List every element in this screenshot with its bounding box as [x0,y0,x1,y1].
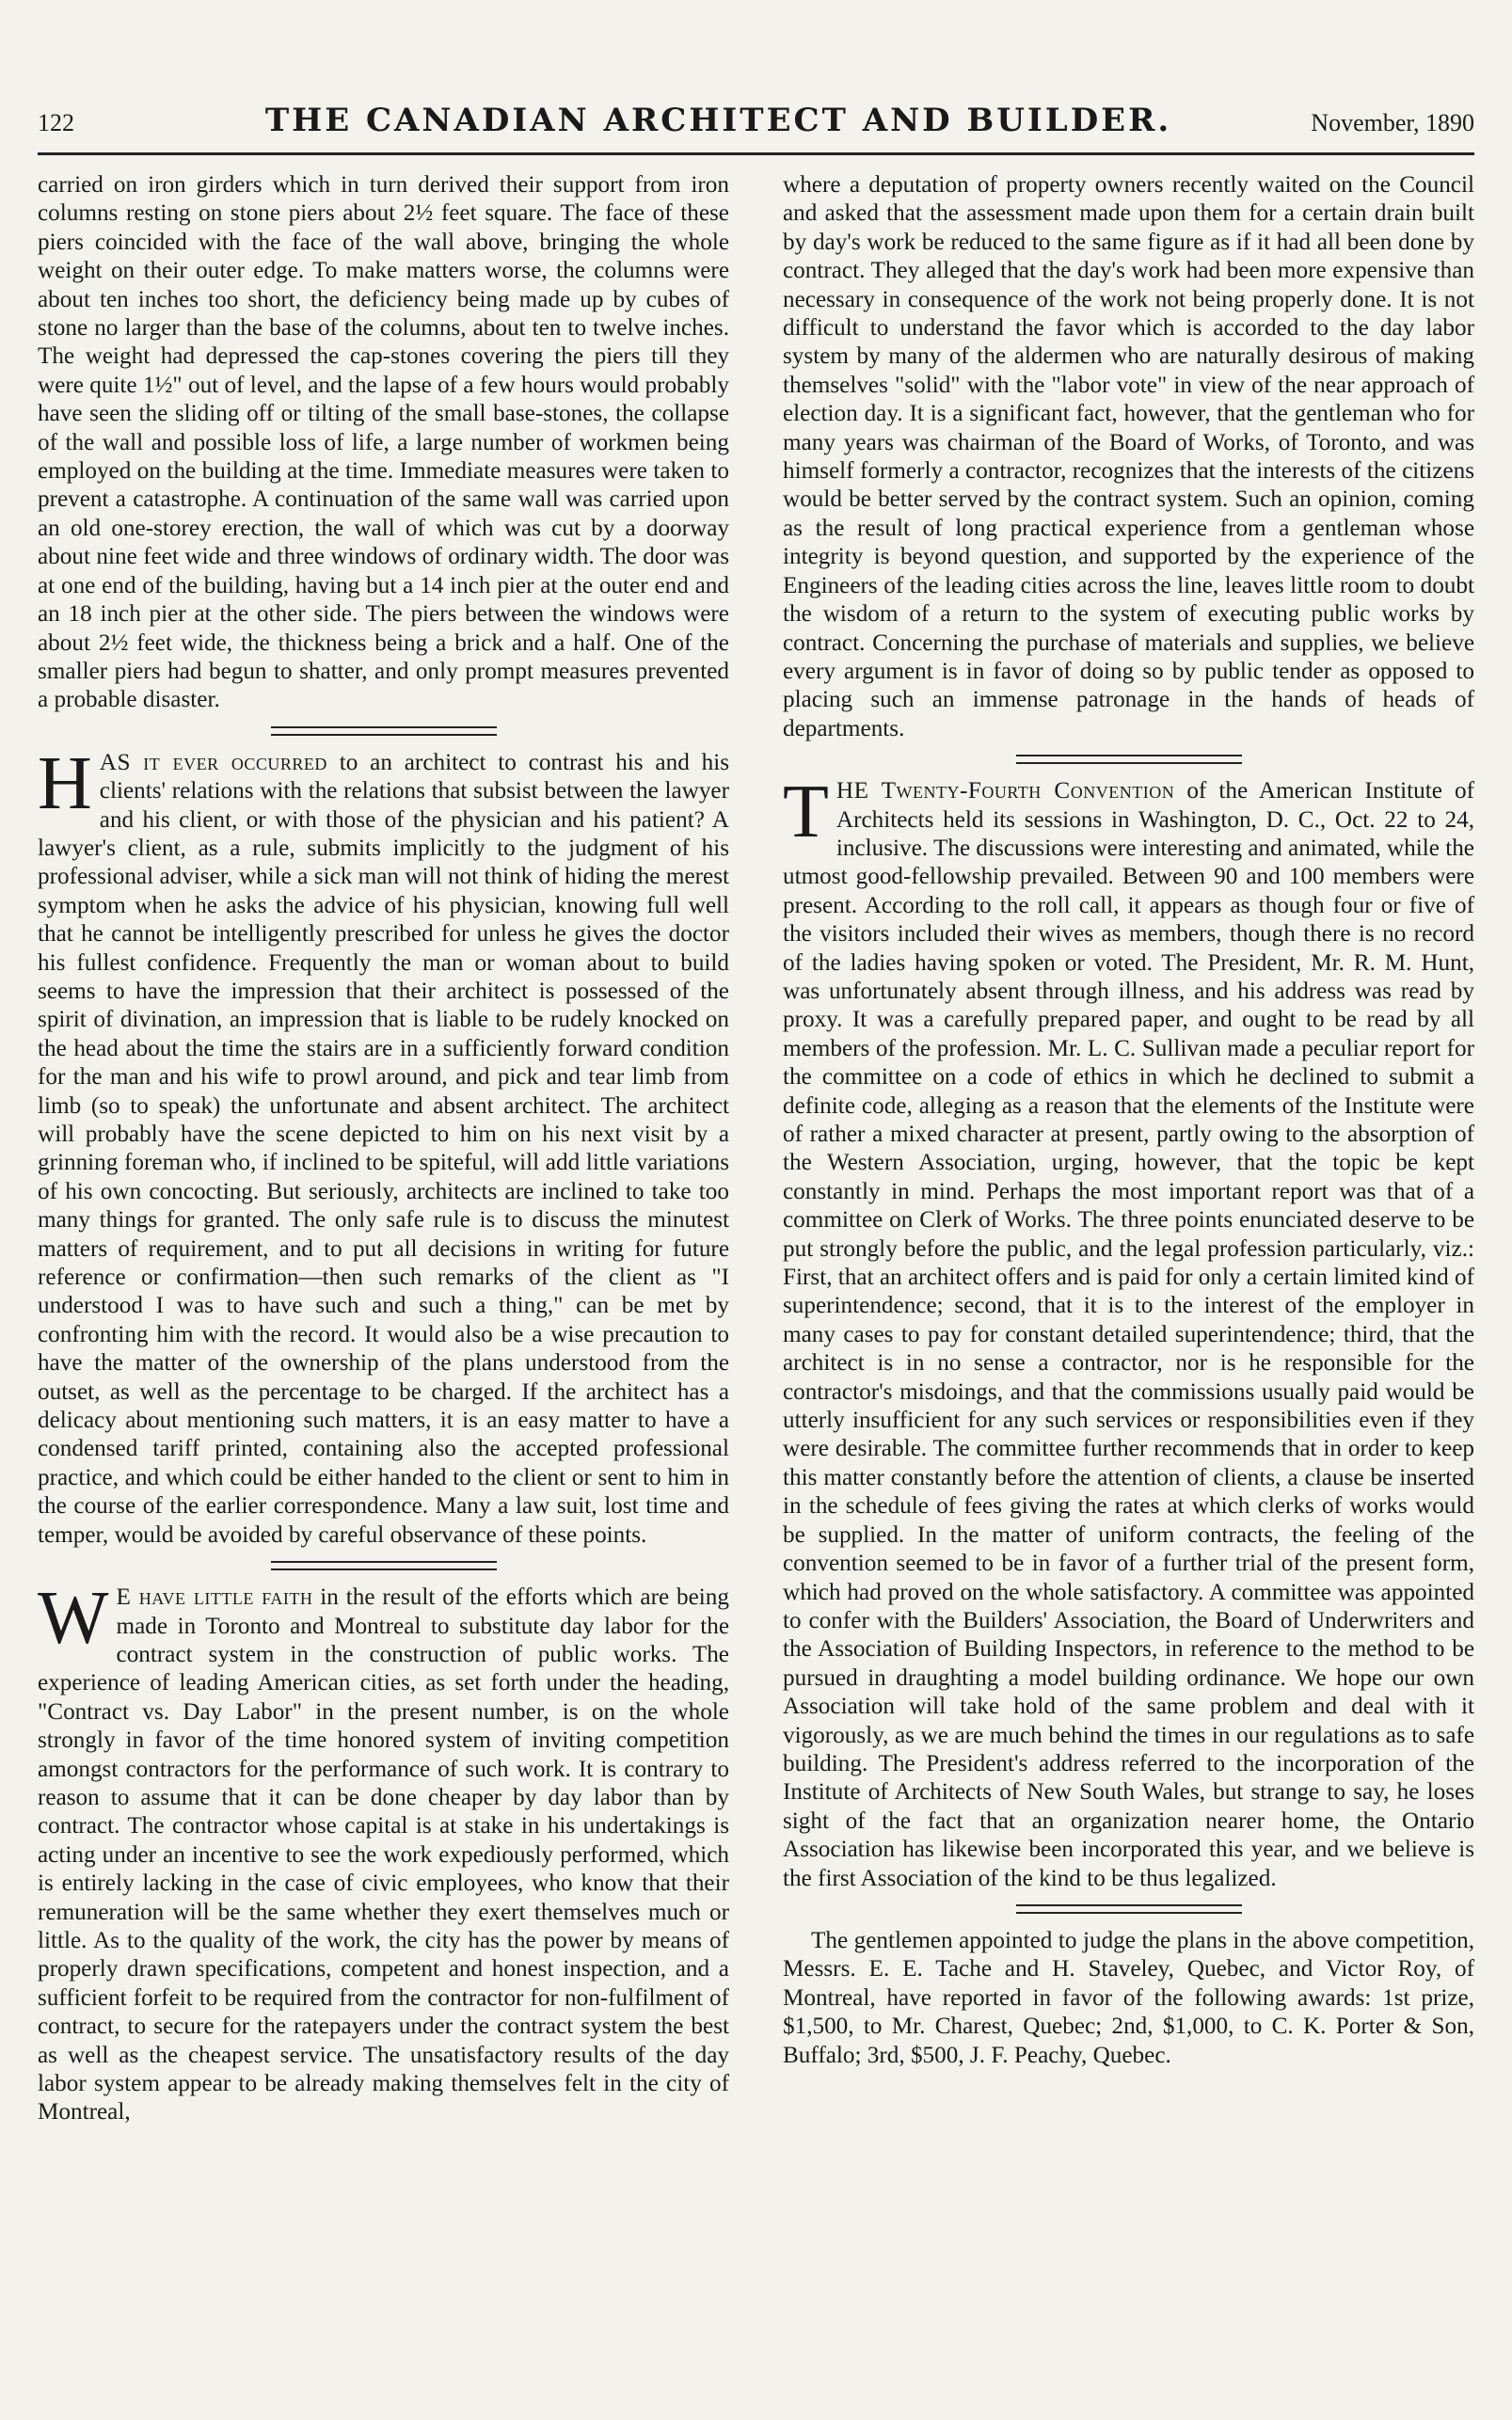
page-header [38,102,1474,149]
publication-title: THE CANADIAN ARCHITECT AND BUILDER. [264,102,1172,139]
left-column [38,171,729,2127]
article-body: in the result of the efforts which are being made in Toronto and Montreal to substitute day labor for the contract system in the construction of public works. The experience of leading American cities, as set forth under the heading, "Contract vs. Day Labor" in the present number, is on the whole strongly in favor of the time honored system of inviting competition amongst contractors for the performance of such work. It is contrary to reason to assume that it can be done cheaper by day labor than by contract. The contractor whose capital is at stake in his undertakings is acting under an incentive to see the work expediously performed, which is entirely lacking in the case of civic employees, who know that their remuneration will be the same whether they exert themselves much or little. As to the quality of the work, the city has the power by means of properly drawn specifications, competent and honest inspection, and a sufficient forfeit to be required from the contractor for non-fulfilment of contract, to secure for the ratepayers under the contract system the best as well as the cheapest service. The unsatisfactory results of the day labor system appear to be already making themselves felt in the city of Montreal, [38,1584,729,2125]
section-separator [271,726,497,736]
article-lead: AS it ever occurred [99,749,327,775]
continued-paragraph: where a deputation of property owners recently waited on the Council and asked that the assessment made upon them for a certain drain built by day's work be reduced to the same figure as if it had all been done by contract. They alleged that the day's work had been more expensive than necessary in consequence of the work not being properly done. It is not difficult to understand the favor which is accorded to the day labor system by many of the aldermen who are naturally desirous of making themselves "solid" with the "labor vote" in view of the near approach of election day. It is a significant fact, however, that the gentleman who for many years was chairman of the Board of Works, of Toronto, and was himself formerly a contractor, recognizes that the interests of the citizens would be better served by the contract system. Such an opinion, coming as the result of long practical experience from a gentleman whose integrity is beyond question, and supported by the experience of the Engineers of the leading cities across the line, leaves little room to doubt the wisdom of a return to the system of executing public works by contract. Concerning the purchase of materials and supplies, we believe every argument is in favor of doing so by public tender as opposed to placing such an immense patronage in the hands of heads of departments. [783,172,1474,741]
article-body: of the American Institute of Architects held its sessions in Washington, D. C., Oct. 22 to 24, inclusive. The discussions were interesting and animated, while the utmost good-fellowship prevailed. Between 90 and 100 members were present. According to the roll call, it appears as though four or five of the visitors included their wives as members, though there is no record of the ladies having spoken or voted. The President, Mr. R. M. Hunt, was unfortunately absent through illness, and his address was read by proxy. It was a carefully prepared paper, and ought to be read by all members of the profession. Mr. L. C. Sullivan made a peculiar report for the committee on a code of ethics in which he declined to submit a definite code, alleging as a reason that the elements of the Institute were of rather a mixed character at present, partly owing to the absorption of the Western Association, urging, however, that the topic be kept constantly in mind. Perhaps the most important report was that of a committee on Clerk of Works. The three points enunciated deserve to be put strongly before the public, and the legal profession particularly, viz.: First, that an architect offers and is paid for only a certain limited kind of superintendence; second, that it is to the interest of the employer in many cases to pay for constant detailed superintendence; third, that the architect is in no sense a contractor, nor is he responsible for the contractor's misdoings, and that the commissions usually paid would be utterly insufficient for any such services or responsibilities even if they were desirable. The committee further recommends that in order to keep this matter constantly before the attention of clients, a clause be inserted in the schedule of fees giving the rates at which clerks of works would be supplied. In the matter of uniform contracts, the feeling of the convention seemed to be in favor of a further trial of the present form, which had proved on the whole satisfactory. A committee was appointed to confer with the Builders' Association, the Board of Underwriters and the Association of Building Inspectors, in reference to the method to be pursued in draughting a model building ordinance. We hope our own Association will take hold of the same problem and deal with it vigorously, as we are much behind the times in our regulations as to safe building. The President's address referred to the incorporation of the Institute of Architects of New South Wales, but strange to say, he loses sight of the fact that an organization nearer home, the Ontario Association has likewise been incorporated this year, and we believe is the first Association of the kind to be thus legalized. [783,778,1474,1891]
issue-date: November, 1890 [1311,109,1474,136]
right-column [783,171,1474,2070]
article-lead: HE Twenty-Fourth Convention [836,778,1175,804]
article-competition-awards: The gentlemen appointed to judge the plans in the above competition, Messrs. E. E. Tache and H. Staveley, Quebec, and Victor Roy, of Montreal, have reported in favor of the following awards: 1st prize, $1,500, to Mr. Charest, Quebec; 2nd, $1,000, to C. K. Porter & Son, Buffalo; 3rd, $500, J. F. Peachy, Quebec. [783,1927,1474,2068]
article-lead: E have little faith [116,1584,313,1611]
drop-cap: H [38,741,92,825]
page-number: 122 [38,109,74,136]
header-rule [38,152,1474,155]
drop-cap: W [38,1577,109,1661]
section-separator [1016,1904,1242,1914]
section-separator [271,1561,497,1570]
continued-paragraph: carried on iron girders which in turn derived their support from iron columns resting on stone piers about 2½ feet square. The face of these piers coincided with the face of the wall above, bringing the whole weight on their outer edge. To make matters worse, the columns were about ten inches too short, the deficiency being made up by cubes of stone no larger than the base of the columns, about ten to twelve inches. The weight had depressed the cap-stones covering the piers till they were quite 1½" out of level, and the lapse of a few hours would probably have seen the sliding off or tilting of the small base-stones, the collapse of the wall and possible loss of life, a large number of workmen being employed on the building at the time. Immediate measures were taken to prevent a catastrophe. A continuation of the same wall was carried upon an old one-storey erection, the wall of which was cut by a doorway about nine feet wide and three windows of ordinary width. The door was at one end of the building, having but a 14 inch pier at the outer end and an 18 inch pier at the other side. The piers between the windows were about 2½ feet wide, the thickness being a brick and a half. One of the smaller piers had begun to shatter, and only prompt measures prevented a probable disaster. [38,172,729,713]
article-day-labor [38,1577,729,2127]
article-body: to an architect to contrast his and his clients' relations with the relations that subsist between the lawyer and his client, or with those of the physician and his patient? A lawyer's client, as a rule, submits implicitly to the judgment of his professional adviser, while a sick man will not think of hiding the merest symptom when he asks the advice of his physician, knowing full well that he cannot be intelligently prescribed for unless he gives the doctor his fullest confidence. Frequently the man or woman about to build seems to have the impression that their architect is possessed of the spirit of divination, an impression that is liable to be rudely knocked on the head about the time the stairs are in a sufficiently forward condition for the man and his wife to prowl around, and pick and tear limb from limb (so to speak) the unfortunate and absent architect. The architect will probably have the scene depicted to him on his next visit by a grinning foreman who, if inclined to be spiteful, will add little variations of his own concocting. But seriously, architects are inclined to take too many things for granted. The only safe rule is to discuss the minutest matters of requirement, and to put all decisions in writing for future reference or confirmation—then such remarks of the client as "I understood I was to have such and such a thing," can be met by confronting him with the record. It would also be a wise precaution to have the matter of the ownership of the plans understood from the outset, as well as the percentage to be charged. If the architect has a delicacy about mentioning such matters, it is an easy matter to have a condensed tariff printed, containing also the accepted professional practice, and which could be either handed to the client or sent to him in the course of the earlier correspondence. Many a law suit, lost time and temper, would be avoided by careful observance of these points. [38,749,729,1548]
article-architect-relations [38,741,729,1550]
drop-cap: T [783,771,829,854]
section-separator [1016,755,1242,764]
article-aia-convention [783,771,1474,1893]
